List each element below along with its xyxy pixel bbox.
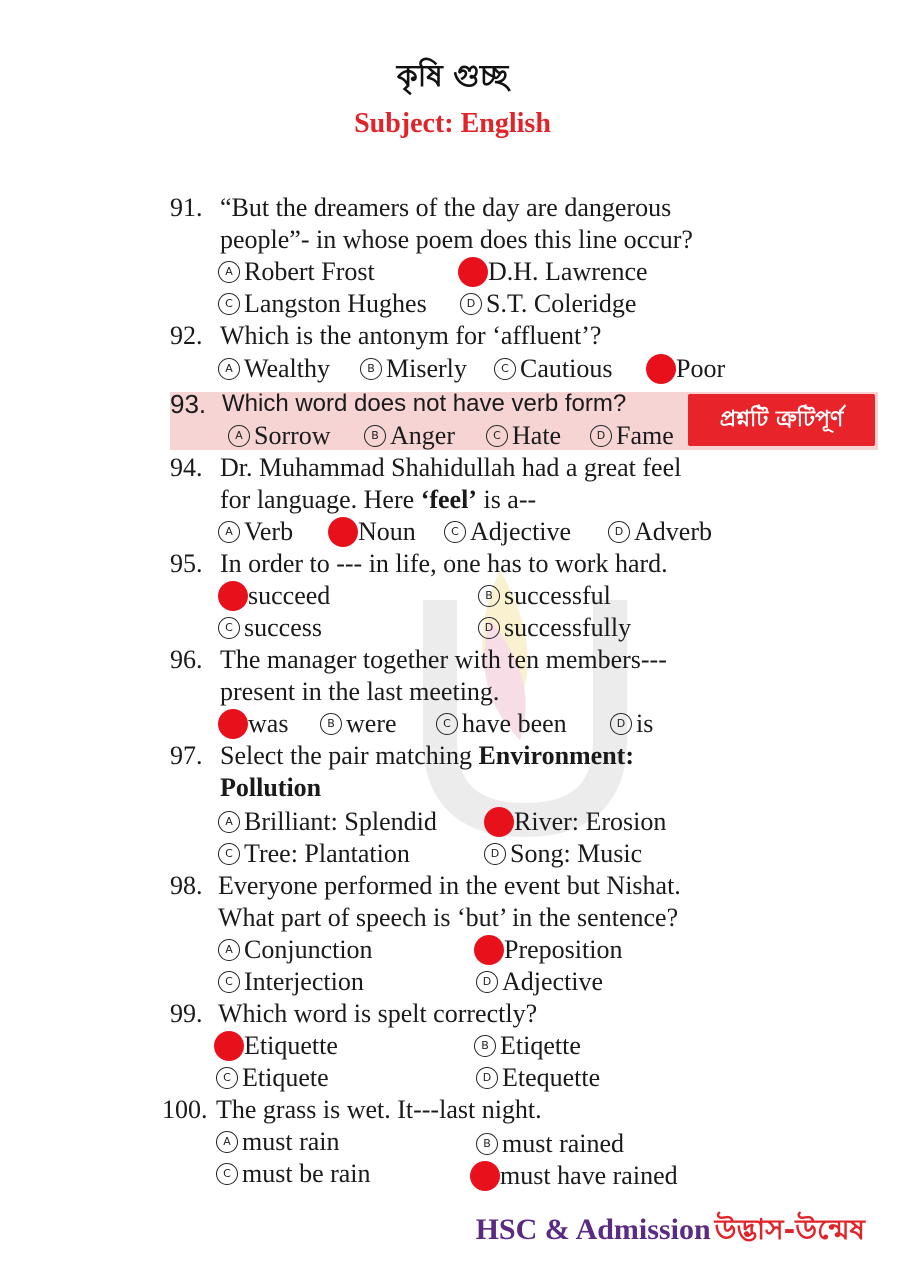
option-b[interactable]: Noun [328, 516, 416, 548]
question-text: Select the pair matching Environment: [220, 741, 634, 770]
question-text: Dr. Muhammad Shahidullah had a great feel [220, 453, 682, 482]
option-letter-c-icon: C [218, 617, 240, 639]
option-letter-c-icon: C [216, 1067, 238, 1089]
question-text: Pollution [220, 773, 322, 802]
header-title-bn: কৃষি গুচ্ছ [396, 59, 509, 94]
option-b[interactable]: D.H. Lawrence [458, 256, 648, 288]
option-letter-b-icon: B [476, 1133, 498, 1155]
footer-brand [0, 1208, 905, 1255]
option-c[interactable]: C must be rain [216, 1158, 371, 1190]
footer-text-en: HSC & Admission [475, 1213, 711, 1246]
option-letter-d-icon: D [460, 293, 482, 315]
option-a[interactable]: was [218, 708, 288, 740]
option-letter-b-icon: B [360, 358, 382, 380]
answer-marked-icon [458, 257, 488, 287]
question-text: Which word does not have verb form? [222, 390, 627, 417]
option-a[interactable]: A Wealthy [218, 353, 330, 385]
option-c[interactable]: C Cautious [494, 353, 612, 385]
option-letter-d-icon: D [484, 843, 506, 865]
option-d[interactable]: D Fame [590, 420, 674, 452]
question-text: Everyone performed in the event but Nishat. [218, 871, 681, 900]
option-letter-c-icon: C [218, 843, 240, 865]
option-letter-d-icon: D [478, 617, 500, 639]
option-letter-c-icon: C [444, 521, 466, 543]
option-a[interactable]: A Brilliant: Splendid [218, 806, 437, 838]
option-d[interactable]: D S.T. Coleridge [460, 288, 636, 320]
option-a[interactable]: A must rain [216, 1126, 340, 1158]
option-b[interactable]: B Miserly [360, 353, 467, 385]
option-d[interactable]: must have rained [470, 1160, 678, 1192]
option-letter-a-icon: A [218, 939, 240, 961]
faulty-question-badge: প্রশ্নটি ত্রুটিপূর্ণ [688, 394, 875, 446]
option-d[interactable]: D Adjective [476, 966, 603, 998]
option-c[interactable]: C have been [436, 708, 567, 740]
answer-marked-icon [484, 807, 514, 837]
answer-marked-icon [474, 935, 504, 965]
option-letter-d-icon: D [476, 1067, 498, 1089]
question-text: present in the last meeting. [220, 677, 500, 706]
option-letter-b-icon: B [364, 425, 386, 447]
option-b[interactable]: B Anger [364, 420, 455, 452]
option-a[interactable]: A Robert Frost [218, 256, 375, 288]
question-number: 95. [170, 549, 203, 578]
question-number: 100. [162, 1095, 208, 1124]
option-d[interactable]: D Adverb [608, 516, 712, 548]
question-number: 91. [170, 193, 203, 222]
question-number: 92. [170, 321, 203, 350]
option-letter-b-icon: B [478, 585, 500, 607]
option-letter-c-icon: C [486, 425, 508, 447]
option-d[interactable]: D is [610, 708, 653, 740]
question-number: 94. [170, 453, 203, 482]
option-a[interactable]: A Verb [218, 516, 293, 548]
option-letter-c-icon: C [218, 971, 240, 993]
answer-marked-icon [218, 709, 248, 739]
option-letter-a-icon: A [218, 358, 240, 380]
option-letter-c-icon: C [216, 1163, 238, 1185]
option-b[interactable]: River: Erosion [484, 806, 666, 838]
answer-marked-icon [646, 354, 676, 384]
option-letter-d-icon: D [476, 971, 498, 993]
option-a[interactable]: A Sorrow [228, 420, 331, 452]
question-number: 98. [170, 871, 203, 900]
answer-marked-icon [328, 517, 358, 547]
option-c[interactable]: C Tree: Plantation [218, 838, 410, 870]
option-d[interactable]: Poor [646, 353, 725, 385]
option-letter-d-icon: D [608, 521, 630, 543]
option-b[interactable]: Preposition [474, 934, 622, 966]
footer-text-bn: উদ্ভাস-উন্মেষ [714, 1213, 865, 1246]
option-d[interactable]: D successfully [478, 612, 631, 644]
option-d[interactable]: D Etequette [476, 1062, 600, 1094]
option-c[interactable]: C Interjection [218, 966, 364, 998]
option-letter-c-icon: C [218, 293, 240, 315]
question-text: Which word is spelt correctly? [218, 999, 538, 1028]
option-c[interactable]: C success [218, 612, 322, 644]
question-text: people”- in whose poem does this line occur? [220, 225, 693, 254]
option-letter-a-icon: A [218, 261, 240, 283]
option-letter-d-icon: D [590, 425, 612, 447]
option-d[interactable]: D Song: Music [484, 838, 642, 870]
option-b[interactable]: B Etiqette [474, 1030, 581, 1062]
option-letter-b-icon: B [320, 713, 342, 735]
option-letter-c-icon: C [436, 713, 458, 735]
option-a[interactable]: succeed [218, 580, 330, 612]
question-text: In order to --- in life, one has to work hard. [220, 549, 668, 578]
question-text: What part of speech is ‘but’ in the sentence? [218, 903, 679, 932]
option-a[interactable]: A Conjunction [218, 934, 373, 966]
option-letter-b-icon: B [474, 1035, 496, 1057]
question-text: The manager together with ten members--- [220, 645, 667, 674]
option-letter-a-icon: A [218, 811, 240, 833]
option-letter-a-icon: A [216, 1131, 238, 1153]
answer-marked-icon [214, 1031, 244, 1061]
option-b[interactable]: B were [320, 708, 397, 740]
subject-title: Subject: English [354, 108, 551, 139]
answer-marked-icon [218, 581, 248, 611]
question-text: “But the dreamers of the day are dangerous [220, 193, 672, 222]
option-a[interactable]: Etiquette [214, 1030, 338, 1062]
question-text: Which is the antonym for ‘affluent’? [220, 321, 602, 350]
option-b[interactable]: B must rained [476, 1128, 624, 1160]
option-letter-d-icon: D [610, 713, 632, 735]
question-number: 93. [170, 389, 207, 419]
question-text: The grass is wet. It---last night. [216, 1095, 542, 1124]
question-number: 97. [170, 741, 203, 770]
option-c[interactable]: C Adjective [444, 516, 571, 548]
option-b[interactable]: B successful [478, 580, 611, 612]
option-letter-a-icon: A [228, 425, 250, 447]
option-c[interactable]: C Hate [486, 420, 561, 452]
option-letter-c-icon: C [494, 358, 516, 380]
answer-marked-icon [470, 1161, 500, 1191]
question-number: 99. [170, 999, 203, 1028]
question-text: for language. Here ‘feel’ is a-- [220, 485, 537, 514]
option-letter-a-icon: A [218, 521, 240, 543]
question-number: 96. [170, 645, 203, 674]
option-c[interactable]: C Langston Hughes [218, 288, 427, 320]
option-c[interactable]: C Etiquete [216, 1062, 329, 1094]
